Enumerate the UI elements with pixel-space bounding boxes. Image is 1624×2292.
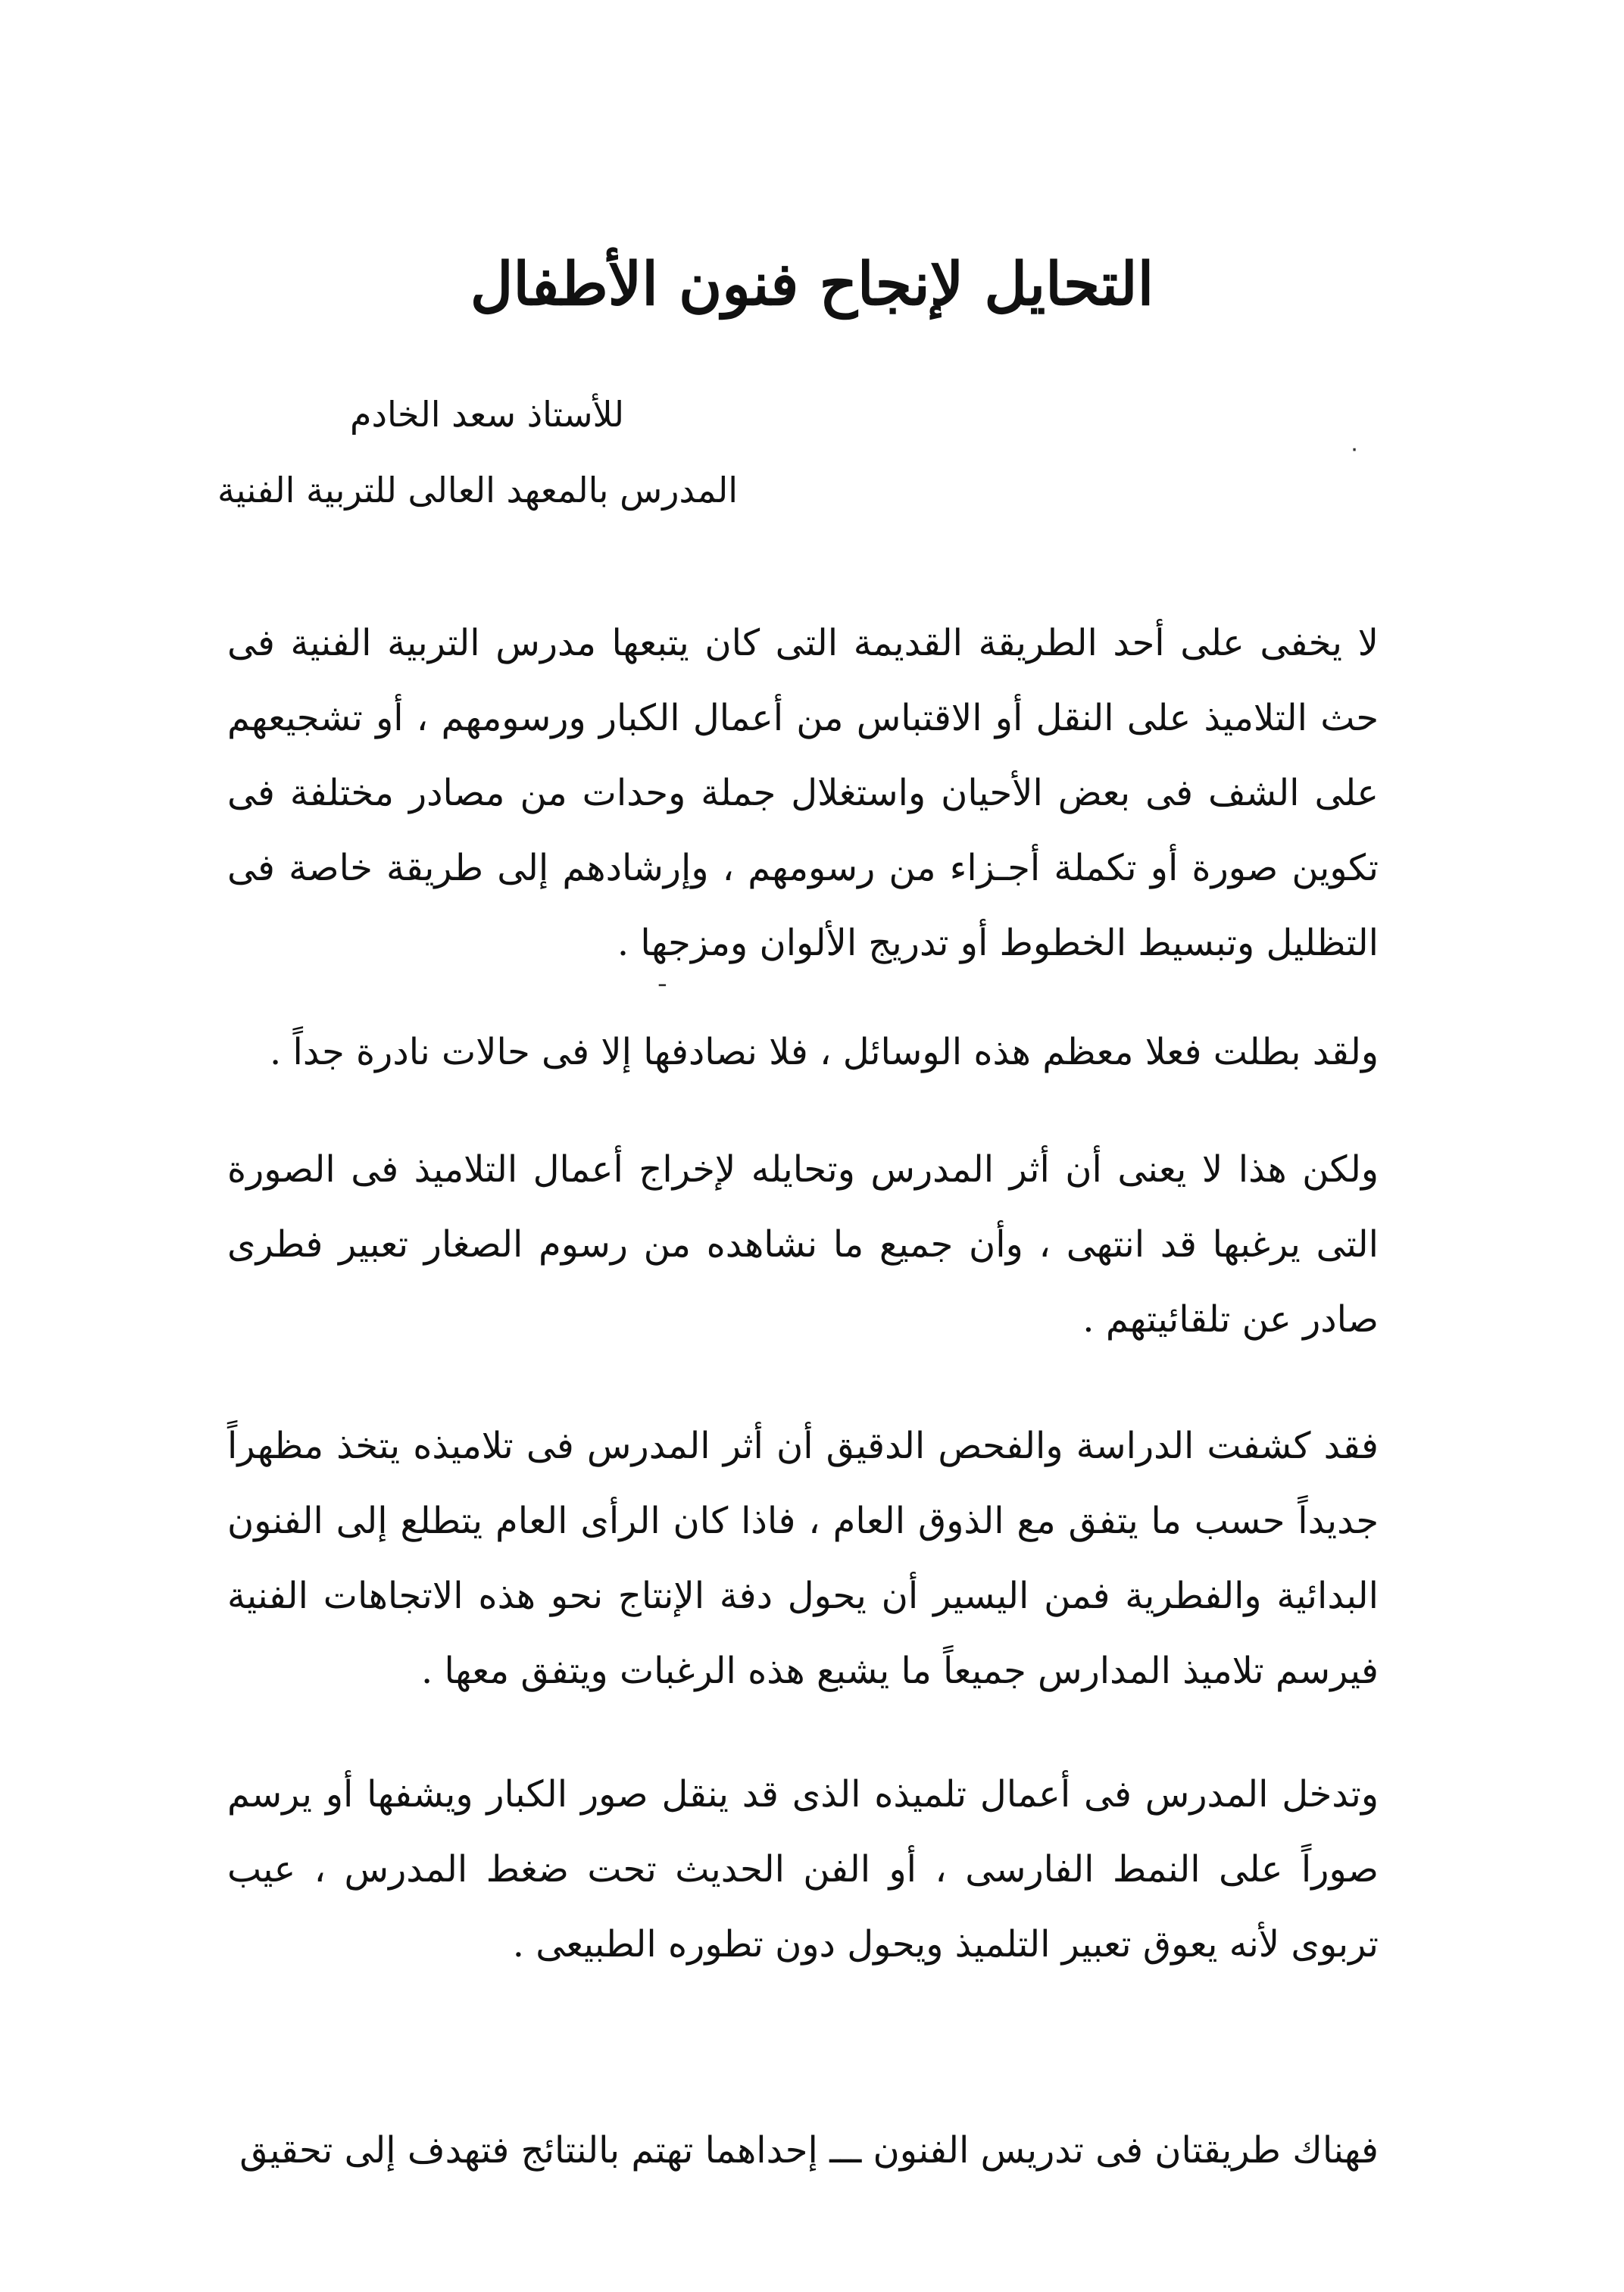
- paragraph-4: فقد كشفت الدراسة والفحص الدقيق أن أثر المدرس فى تلاميذه يتخذ مظهراً جديداً حسب ما يتفق مع الذوق العام ، فاذا كان الرأى العام يتطلع إلى الفنون البدائية والفطرية فمن اليسير أن يحول دفة الإنتاج نحو هذه الاتجاهات الفنية فيرسم تلاميذ المدارس جميعاً ما يشبع هذه الرغبات ويتفق معها .: [227, 1425, 1379, 1692]
- article-title: التحايل لإنجاح فنون الأطفال: [470, 250, 1154, 319]
- author-name: للأستاذ سعد الخادم: [350, 394, 624, 435]
- paragraph-1: لا يخفى على أحد الطريقة القديمة التى كان يتبعها مدرس التربية الفنية فى حث التلاميذ على النقل أو الاقتباس من أعمال الكبار ورسومهم ، أو تشجيعهم على الشف فى بعض الأحيان واستغلال جملة وحدات من مصادر مختلفة فى تكوين صورة أو تكملة أجـزاء من رسومهم ، وإرشادهم إلى طريقة خاصة فى التظليل وتبسيط الخطوط أو تدريج الألوان ومزجها .: [227, 622, 1379, 964]
- paragraph-5: وتدخل المدرس فى أعمال تلميذه الذى قد ينقل صور الكبار ويشفها أو يرسم صوراً على النمط الفارسى ، أو الفن الحديث تحت ضغط المدرس ، عيب تربوى لأنه يعوق تعبير التلميذ ويحول دون تطوره الطبيعى .: [227, 1773, 1379, 1966]
- scan-speck: ٠: [1348, 436, 1361, 462]
- paragraph-3: ولكن هذا لا يعنى أن أثر المدرس وتحايله لإخراج أعمال التلاميذ فى الصورة التى يرغبها قد انتهى ، وأن جميع ما نشاهده من رسوم الصغار تعبير فطرى صادر عن تلقائيتهم .: [227, 1148, 1379, 1341]
- paragraph-6: فهناك طريقتان فى تدريس الفنون ـــ إحداهما تهتم بالنتائج فتهدف إلى تحقيق: [239, 2129, 1379, 2172]
- paragraph-2: ولقد بطلت فعلا معظم هذه الوسائل ، فلا نصادفها إلا فى حالات نادرة جداً .: [270, 1031, 1379, 1073]
- scan-speck: ـ: [659, 966, 666, 992]
- author-position: المدرس بالمعهد العالى للتربية الفنية: [217, 470, 738, 511]
